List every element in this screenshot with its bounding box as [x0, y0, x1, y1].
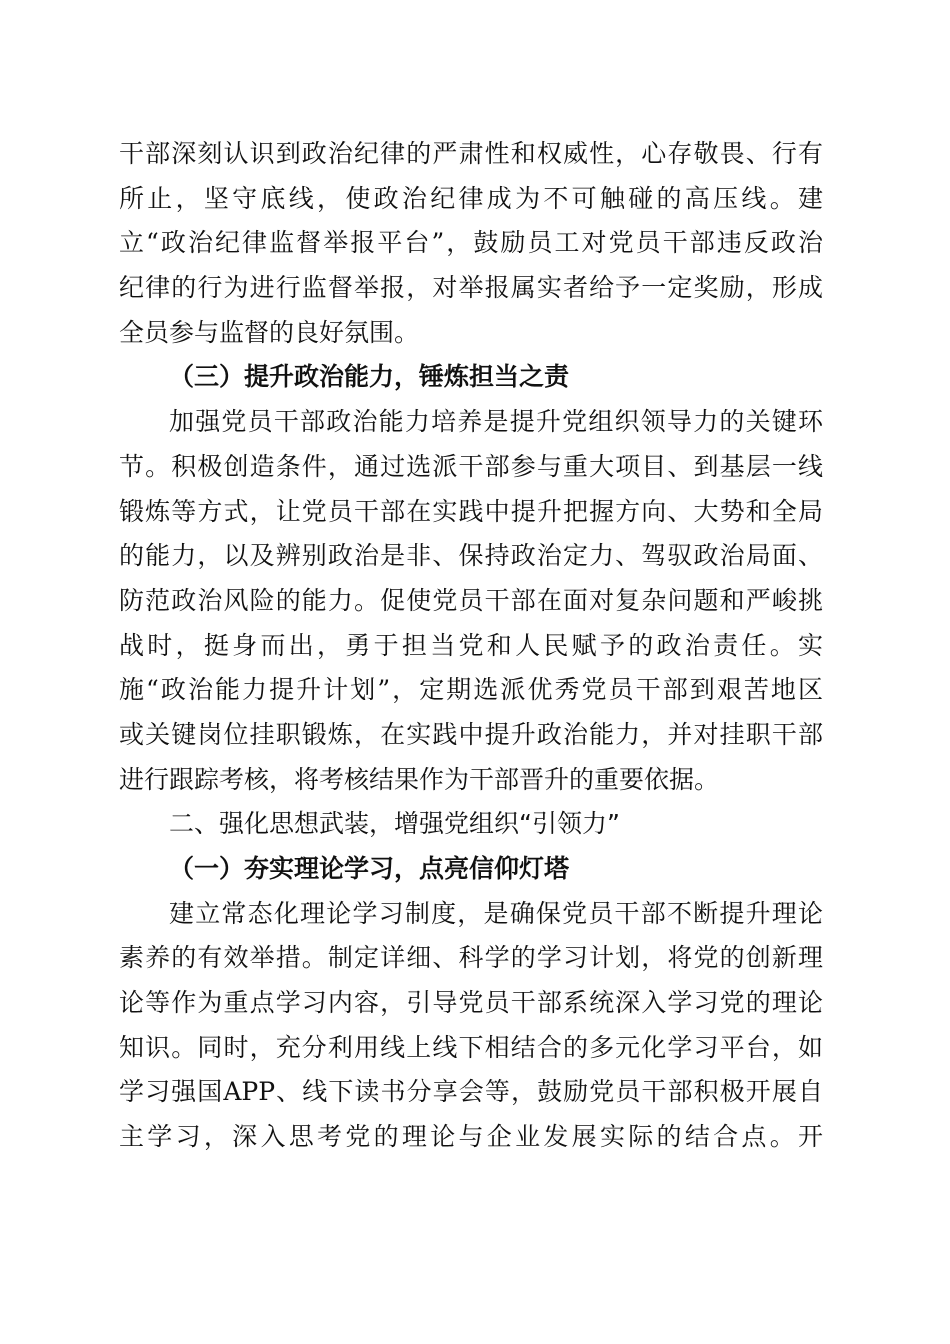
paragraph	[119, 892, 823, 1160]
text-line: 施“政治能力提升计划”，定期选派优秀党员干部到艰苦地区	[119, 675, 823, 705]
text-line: 所止，坚守底线，使政治纪律成为不可触碰的高压线。建	[119, 183, 823, 213]
text-line: 进行跟踪考核，将考核结果作为干部晋升的重要依据。	[119, 764, 720, 794]
text-line: 节。积极创造条件，通过选派干部参与重大项目、到基层一线	[119, 451, 823, 481]
text-line: 纪律的行为进行监督举报，对举报属实者给予一定奖励，形成	[119, 273, 823, 303]
text-line: 论等作为重点学习内容，引导党员干部系统深入学习党的理论	[119, 988, 823, 1018]
subheading: （三）提升政治能力，锤炼担当之责	[169, 362, 570, 392]
text-line: 锻炼等方式，让党员干部在实践中提升把握方向、大势和全局	[119, 496, 823, 526]
text-line: 的能力，以及辨别政治是非、保持政治定力、驾驭政治局面、	[119, 541, 823, 571]
text-line: 战时，挺身而出，勇于担当党和人民赋予的政治责任。实	[119, 630, 823, 660]
text-line: 素养的有效举措。制定详细、科学的学习计划，将党的创新理	[119, 943, 823, 973]
section-heading: 二、强化思想武装，增强党组织“引领力”	[169, 809, 620, 839]
text-line: 加强党员干部政治能力培养是提升党组织领导力的关键环	[169, 407, 823, 437]
subheading: （一）夯实理论学习，点亮信仰灯塔	[169, 854, 570, 883]
paragraph	[119, 132, 823, 355]
paragraph	[119, 400, 823, 802]
document-body	[119, 132, 823, 1160]
text-line: 建立常态化理论学习制度，是确保党员干部不断提升理论	[169, 898, 823, 928]
text-line: 防范政治风险的能力。促使党员干部在面对复杂问题和严峻挑	[119, 585, 823, 615]
text-line: 或关键岗位挂职锻炼，在实践中提升政治能力，并对挂职干部	[119, 719, 823, 749]
text-line: 学习强国APP、线下读书分享会等，鼓励党员干部积极开展自	[119, 1077, 823, 1107]
text-line: 立“政治纪律监督举报平台”，鼓励员工对党员干部违反政治	[119, 228, 823, 258]
text-line: 全员参与监督的良好氛围。	[119, 317, 420, 347]
text-line: 主学习，深入思考党的理论与企业发展实际的结合点。开	[119, 1122, 823, 1152]
text-line: 知识。同时，充分利用线上线下相结合的多元化学习平台，如	[119, 1032, 823, 1062]
text-line: 干部深刻认识到政治纪律的严肃性和权威性，心存敬畏、行有	[119, 139, 823, 168]
